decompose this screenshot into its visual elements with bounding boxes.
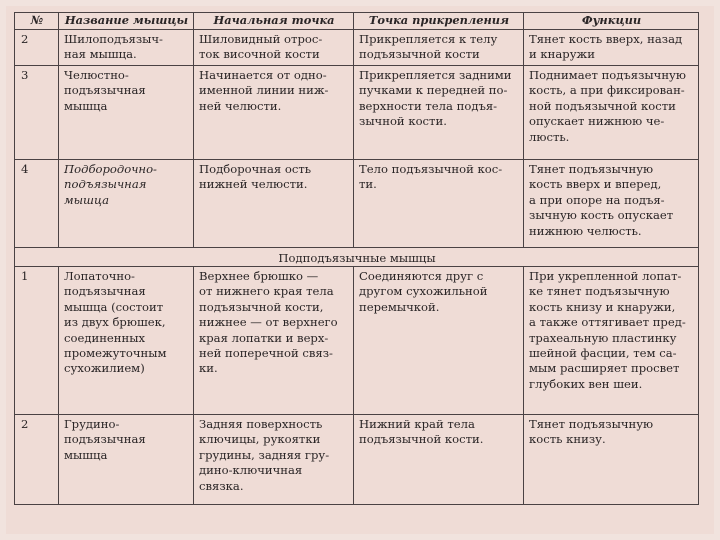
row-muscle-name: Челюстно- подъязычная мышца [59, 66, 194, 160]
muscles-table [14, 12, 699, 505]
table-row [15, 66, 699, 160]
row-number: 4 [15, 160, 59, 248]
row-insertion: Соединяются друг с другом сухожильной перемычкой. [354, 267, 524, 415]
row-function: Тянет подъязычную кость вверх и вперед, а при опоре на подъя- зычную кость опускает нижнюю челюсть. [524, 160, 699, 248]
row-function: Тянет кость вверх, назад и кнаружи [524, 30, 699, 66]
row-origin: Верхнее брюшко — от нижнего края тела подъязычной кости, нижнее — от верхнего края лопатки и верх- ней поперечной связ- ки. [194, 267, 354, 415]
table-row [15, 267, 699, 415]
row-origin: Задняя поверхность ключицы, рукоятки грудины, задняя гру- дино-ключичная связка. [194, 415, 354, 505]
row-muscle-name: Лопаточно- подъязычная мышца (состоит из двух брюшек, соединенных промежуточным сухожилием) [59, 267, 194, 415]
row-number: 2 [15, 415, 59, 505]
row-number: 2 [15, 30, 59, 66]
row-number: 1 [15, 267, 59, 415]
table-header-row [15, 13, 699, 30]
header-origin: Начальная точка [194, 13, 354, 30]
header-insertion: Точка прикрепления [354, 13, 524, 30]
row-function: Тянет подъязычную кость книзу. [524, 415, 699, 505]
header-function: Функции [524, 13, 699, 30]
row-origin: Подборочная ость нижней челюсти. [194, 160, 354, 248]
row-muscle-name: Шилоподъязыч- ная мышца. [59, 30, 194, 66]
table-row [15, 160, 699, 248]
row-insertion: Прикрепляется к телу подъязычной кости [354, 30, 524, 66]
row-muscle-name: Грудино- подъязычная мышца [59, 415, 194, 505]
row-number: 3 [15, 66, 59, 160]
table-row [15, 30, 699, 66]
row-insertion: Прикрепляется задними пучками к передней по- верхности тела подъя- зычной кости. [354, 66, 524, 160]
row-origin: Шиловидный отрос- ток височной кости [194, 30, 354, 66]
row-function: При укрепленной лопат- ке тянет подъязычную кость книзу и кнаружи, а также оттягивает пред- трахеальную пластинку шейной фасции, тем са- мым расширяет просвет глубоких вен шеи. [524, 267, 699, 415]
row-muscle-name: Подбородочно- подъязычная мышца [59, 160, 194, 248]
table-row [15, 415, 699, 505]
section-row [15, 248, 699, 267]
section-title: Подподъязычные мышцы [15, 248, 699, 267]
header-number: № [15, 13, 59, 30]
header-muscle-name: Название мышцы [59, 13, 194, 30]
row-origin: Начинается от одно- именной линии ниж- ней челюсти. [194, 66, 354, 160]
row-function: Поднимает подъязычную кость, а при фиксирован- ной подъязычной кости опускает нижнюю че- люсть. [524, 66, 699, 160]
row-insertion: Тело подъязычной кос- ти. [354, 160, 524, 248]
row-insertion: Нижний край тела подъязычной кости. [354, 415, 524, 505]
